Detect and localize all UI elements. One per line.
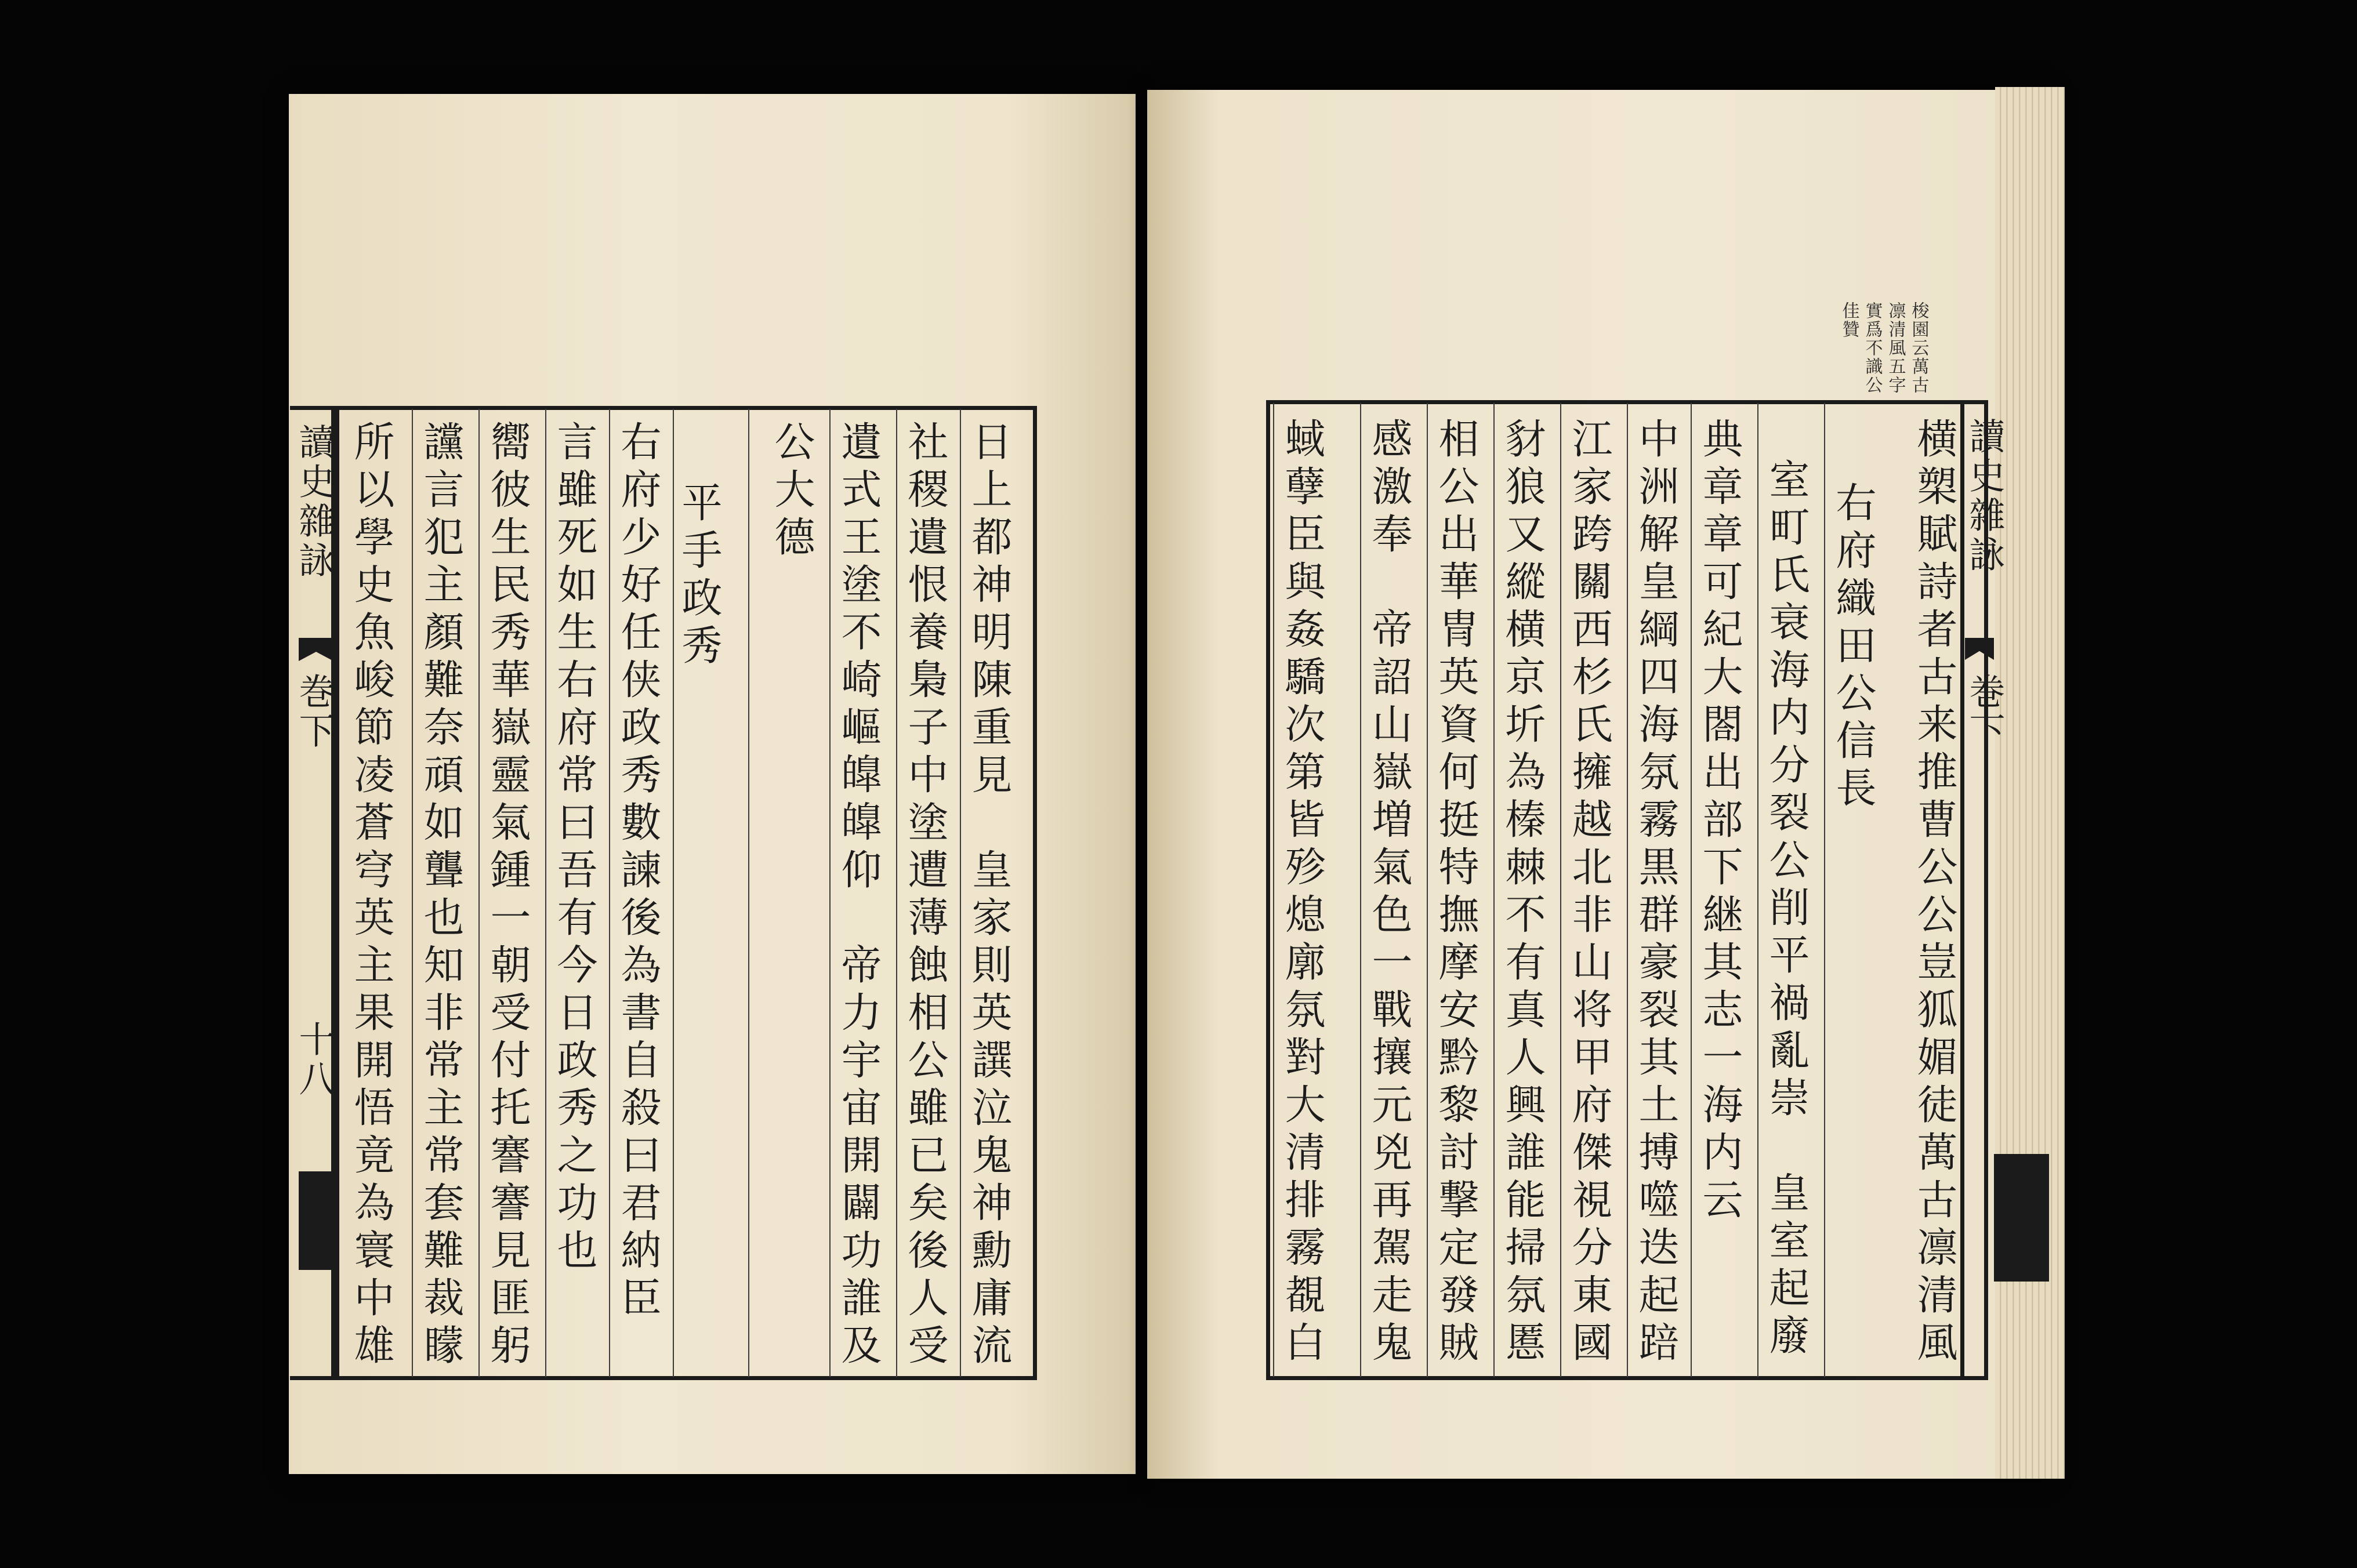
column-rule xyxy=(478,409,480,1377)
left-column-5: 平手政秀 xyxy=(675,481,723,672)
column-rule xyxy=(960,409,961,1377)
column-rule xyxy=(1560,403,1561,1377)
right-column-10: 蜮孽臣與姦驕次第皆殄熄廓氛對大清排霧覩白 xyxy=(1278,418,1326,1369)
left-center-title: 讀史雜詠 xyxy=(293,423,335,581)
column-rule xyxy=(1427,403,1428,1377)
left-column-3: 遺式王塗不崎嶇皥皥仰 帝力宇宙開闢功誰及 xyxy=(835,420,882,1371)
column-rule xyxy=(1691,403,1692,1377)
column-rule xyxy=(1627,403,1628,1377)
right-center-title: 讀史雜詠 xyxy=(1963,418,2006,575)
left-column-9: 讜言犯主顏難奈頑如聾也知非常主常套難裁矇 xyxy=(417,420,465,1371)
left-column-8: 嚮彼生民秀華嶽靈氣鍾一朝受付托謇謇見匪躬 xyxy=(484,420,531,1371)
right-column-2: 右府織田公信長 xyxy=(1829,481,1877,814)
right-column-8: 相公出華冑英資何挺特撫摩安黔黎討撃定發賊 xyxy=(1432,418,1480,1369)
column-rule xyxy=(673,409,674,1377)
margin-note-line-2: 凛清風五字 xyxy=(1885,302,1906,394)
margin-note-line-3: 實爲不識公 xyxy=(1862,302,1883,394)
column-rule xyxy=(748,409,749,1377)
column-rule xyxy=(1757,403,1758,1377)
left-column-2: 社稷遺恨養梟子中塗遭薄蝕相公雖已矣後人受 xyxy=(901,420,949,1371)
column-rule xyxy=(1493,403,1495,1377)
left-center-volume: 巻下 xyxy=(293,673,335,752)
margin-note-line-1: 梭園云萬古 xyxy=(1908,302,1929,394)
column-rule xyxy=(412,409,413,1377)
left-column-4: 公大德 xyxy=(768,420,815,563)
column-rule xyxy=(1824,403,1825,1377)
right-column-5: 中洲解皇綱四海氛霧黒群豪裂其土搏噬迭起踣 xyxy=(1632,418,1680,1369)
left-column-10: 所以學史魚峻節凌蒼穹英主果開悟竟為寰中雄 xyxy=(347,420,395,1371)
column-rule xyxy=(1273,403,1274,1377)
left-center-folio: 十八 xyxy=(293,1021,335,1099)
left-column-7: 言雖死如生右府常曰吾有今日政秀之功也 xyxy=(550,420,598,1276)
column-rule xyxy=(609,409,610,1377)
margin-note-line-4: 佳贊 xyxy=(1839,302,1859,339)
left-column-1: 日上都神明陳重見 皇家則英譔泣鬼神勳庸流 xyxy=(965,420,1013,1371)
right-column-6: 江家跨關西杉氏擁越北非山将甲府傑視分東國 xyxy=(1565,418,1613,1369)
black-block-mark xyxy=(1994,1154,2049,1282)
right-column-9: 感激奉 帝詔山嶽増氣色一戰攘元兇再駕走鬼 xyxy=(1365,418,1413,1369)
column-rule xyxy=(829,409,831,1377)
column-rule xyxy=(545,409,546,1377)
right-column-3: 室町氏衰海内分裂公削平禍亂崇 皇室起廢 xyxy=(1763,458,1810,1362)
left-column-6: 右府少好任侠政秀數諫後為書自殺曰君納臣 xyxy=(614,420,662,1324)
right-column-1: 横槊賦詩者古来推曹公公豈狐媚徒萬古凛清風 xyxy=(1910,418,1958,1369)
column-rule xyxy=(1360,403,1361,1377)
column-rule xyxy=(896,409,897,1377)
right-center-volume: 巻下 xyxy=(1963,673,2006,752)
right-column-7: 豺狼又縱横京圻為榛棘不有真人興誰能掃氛慝 xyxy=(1499,418,1546,1369)
black-block-mark xyxy=(299,1171,333,1270)
right-column-4: 典章章可紀大閤出部下継其志一海内云 xyxy=(1696,418,1743,1226)
